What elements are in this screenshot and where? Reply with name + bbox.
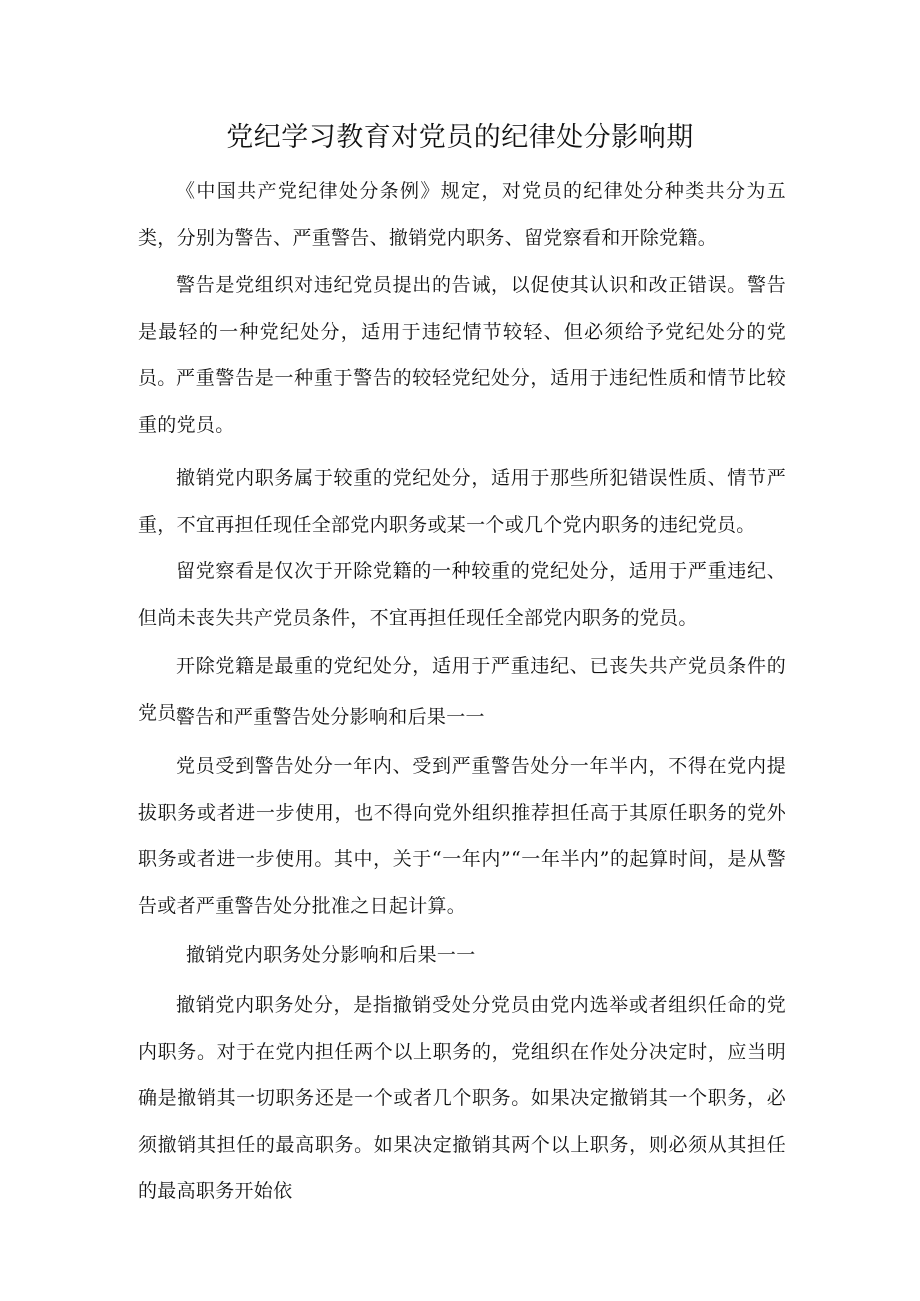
paragraph-expulsion: 开除党籍是最重的党纪处分，适用于严重违纪、已丧失共产党员条件的党员。 <box>138 655 786 724</box>
paragraph-removal-from-post: 撤销党内职务属于较重的党纪处分，适用于那些所犯错误性质、情节严重，不宜再担任现任全部党内职务或某一个或几个党内职务的违纪党员。 <box>138 467 786 536</box>
paragraph-serious-warning: 严重警告是一种重于警告的较轻党纪处分，适用于违纪性质和情节比较重的党员。 <box>138 367 786 436</box>
document-title: 党纪学习教育对党员的纪律处分影响期 <box>226 122 694 153</box>
paragraph-probation: 留党察看是仅次于开除党籍的一种较重的党纪处分，适用于严重违纪、但尚未丧失共产党员条件，不宜再担任现任全部党内职务的党员。 <box>138 560 786 629</box>
paragraph-discipline-types: 《中国共产党纪律处分条例》规定，对党员的纪律处分种类共分为五类，分别为警告、严重警告、撤销党内职务、留党察看和开除党籍。 <box>138 180 786 249</box>
paragraph-warning: 警告是党组织对违纪党员提出的告诫，以促使其认识和改正错误。警告是最轻的一种党纪处分，适用于违纪情节较轻、但必须给予党纪处分的党员。 <box>138 274 786 389</box>
paragraph-warning-effects: 党员受到警告处分一年内、受到严重警告处分一年半内，不得在党内提拔职务或者进一步使用，也不得向党外组织推荐担任高于其原任职务的党外职务或者进一步使用。其中，关于“一年内”“一年半内”的起算时间，是从警告或者严重警告处分批准之日起计算。 <box>138 755 786 917</box>
paragraph-removal-effects: 撤销党内职务处分，是指撤销受处分党员由党内选举或者组织任命的党内职务。对于在党内担任两个以上职务的，党组织在作处分决定时，应当明确是撤销其一切职务还是一个或者几个职务。如果决定撤销其一个职务，必须撤销其担任的最高职务。如果决定撤销其两个以上职务，则必须从其担任的最高职务开始依 <box>138 994 786 1202</box>
section-heading-removal-effects: 撤销党内职务处分影响和后果一一 <box>186 944 476 966</box>
section-heading-warning-effects: 警告和严重警告处分影响和后果一一 <box>176 706 485 728</box>
